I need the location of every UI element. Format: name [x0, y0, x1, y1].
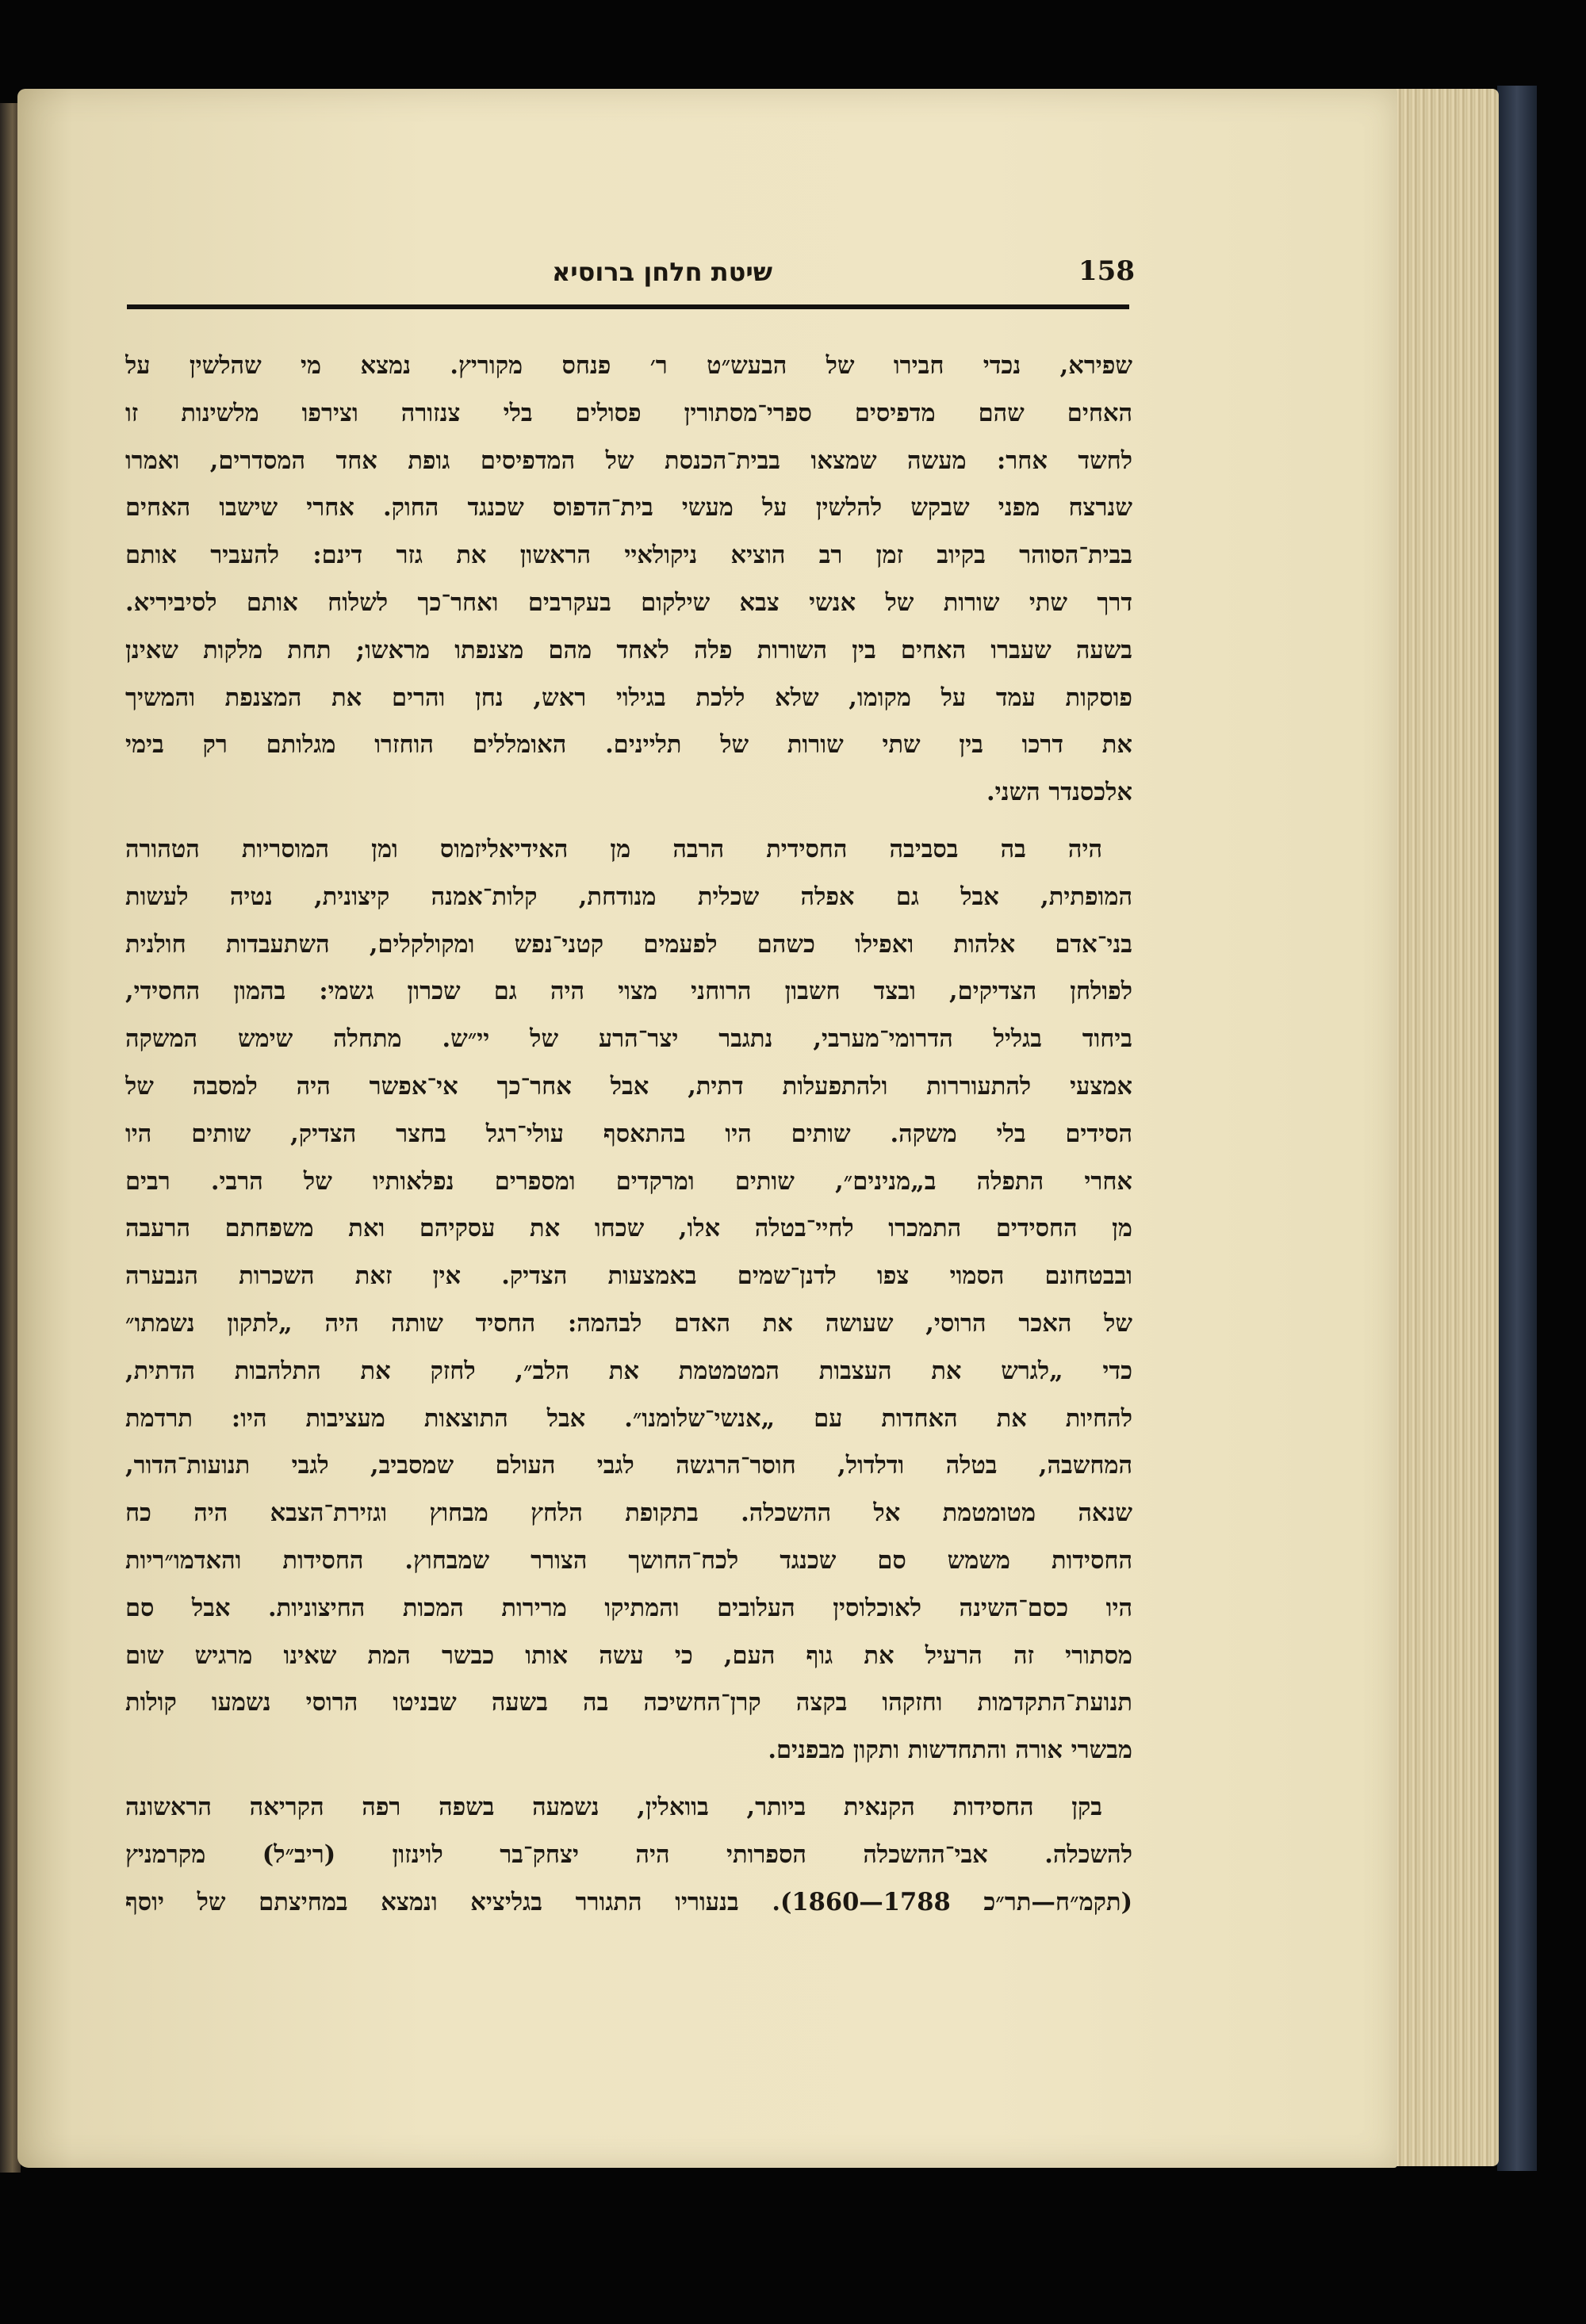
text-line: בני־אדם אלהות ואפילו כשהם לפעמים קטני־נפש ומקולקלים, השתעבדות חולנית: [125, 929, 1132, 959]
text-line: בשעה שעברו האחים בין השורות פלה לאחד מהם מצנפתו מראשו; תחת מלקות שאינן: [125, 635, 1132, 664]
text-line: לפולחן הצדיקים, ובצד חשבון הרוחני מצוי היה גם שכרון גשמי: בהמון החסידי,: [125, 977, 1132, 1006]
text-line: בקן החסידות הקנאית ביותר, בוואלין, נשמעה בשפה רפה הקריאה הראשונה: [125, 1792, 1102, 1821]
text-line: את דרכו בין שתי שורות של תליינים. האומללים הוחזרו מגלותם רק בימי: [125, 730, 1132, 760]
text-line: פוסקות עמד על מקומו, שלא ללכת בגילוי ראש, נחן והרים את המצנפת והמשיך: [125, 683, 1132, 712]
paragraph-gap: [125, 817, 1132, 826]
text-line: בבית־הסוהר בקיוב זמן רב הוציא ניקולאיי הראשון את גזר דינם: להעביר אותם: [125, 541, 1132, 570]
text-line: מבשרי אורה והתחדשות ותקון מבפנים.: [768, 1736, 1132, 1765]
paragraph-2: [125, 826, 1132, 1775]
text-line: ובבטחונם הסמוי צפו לדנן־שמים באמצעות הצדיק. אין זאת השכרות הנבערה: [125, 1262, 1132, 1291]
text-line: תנועת־התקדמות וחזקהו בקצה קרן־החשיכה בה בשעה שבניטו הרוסי נשמעו קולות: [125, 1688, 1132, 1717]
text-line: כדי „לגרש את העצבות המטמטמת את הלב״, לחזק את התלהבות הדתית,: [125, 1356, 1132, 1385]
text-line: של האכר הרוסי, שעושה את האדם לבהמה: החסיד שותה היה „לתקון נשמתו״: [125, 1308, 1132, 1338]
paragraph-3: [125, 1784, 1132, 1926]
text-line: מסתורי זה הרעיל את גוף העם, כי עשה אותו כבשר המת שאינו מרגיש שום: [125, 1641, 1132, 1670]
book-cover-right: [1497, 86, 1537, 2171]
text-line: דרך שתי שורות של אנשי צבא שילקום בעקרבים ואחר־כך לשלוח אותם לסיביריא.: [125, 588, 1132, 617]
text-line: אחרי התפלה ב„מנינים״, שותים ומרקדים ומספרים נפלאותיו של הרבי. רבים: [125, 1166, 1132, 1196]
paragraph-1: [125, 343, 1132, 817]
text-line: מן החסידים התמכרו לחיי־בטלה אלו, שכחו את עסקיהם ואת משפחתם הרעבה: [125, 1214, 1132, 1243]
body-text: [125, 343, 1132, 1926]
text-line: (תקמ״ח—תר״כ 1788—1860). בנעוריו התגורר בגליציא ונמצא במחיצתם של יוסף: [125, 1887, 1132, 1916]
text-line: שנאה מטומטמת אל ההשכלה. בתקופת הלחץ מבחוץ וגזירת־הצבא היה כח: [125, 1499, 1132, 1528]
text-line: שנרצח מפני שבקש להלשין על מעשי בית־הדפוס שכנגד החוק. אחרי שישבו האחים: [125, 493, 1132, 523]
text-line: ביחוד בגליל הדרומי־מערבי, נתגבר יצר־הרע של יי״ש. מתחלה שימש המשקה: [125, 1024, 1132, 1054]
text-line: היה בה בסביבה החסידית הרבה מן האידיאליזמוס ומן המוסריות הטהורה: [125, 834, 1102, 863]
text-line: להשכלה. אבי־ההשכלה הספרותי היה יצחק־בר לוינזון (ריב״ל) מקרמניץ: [125, 1840, 1132, 1869]
text-line: לחשד אחר: מעשה שמצאו בבית־הכנסת של המדפיסים גופת אחד המסדרים, ואמרו: [125, 446, 1132, 475]
page-number: 158: [1078, 255, 1135, 287]
paragraph-gap: [125, 1775, 1132, 1784]
text-line: היו כסם־השינה לאוכלוסין העלובים והמתיקו מרירות המכות החיצוניות. אבל סם: [125, 1593, 1132, 1622]
text-line: הסידים בלי משקה. שותים היו בהתאסף עולי־רגל בחצר הצדיק, שותים היו: [125, 1119, 1132, 1148]
text-line: האחים שהם מדפיסים ספרי־מסתורין פסולים בלי צנזורה וצירפו מלשינות זו: [125, 398, 1132, 427]
text-line: המחשבה, בטלה ודלדול, חוסר־הרגשה לגבי העולם שמסביב, לגבי תנועות־הדור,: [125, 1451, 1132, 1480]
text-line: המופתית, אבל גם אפלה שכלית מנודחת, קלות־אמנה קיצונית, נטיה לעשות: [125, 882, 1132, 911]
text-line: שפירא, נכדי חבירו של הבעש״ט ר׳ פנחס מקוריץ. נמצא מי שהלשין על: [125, 351, 1132, 380]
running-head: שיטת חלחן ברוסיא: [551, 257, 773, 287]
text-line: אמצעי להתעוררות ולהתפעלות דתית, אבל אחר־כך אי־אפשר היה למסבה של: [125, 1071, 1132, 1101]
text-line: אלכסנדר השני.: [986, 778, 1132, 807]
text-line: להחיות את האחדות עם „אנשי־שלומנו״. אבל התוצאות מעציבות היו: תרדמת: [125, 1403, 1132, 1433]
page-edges: [1380, 89, 1499, 2166]
text-line: החסידות משמש סם שכנגד לכח־החושך הצורר שמבחוץ. החסידות והאדמו״ריות: [125, 1545, 1132, 1575]
header-rule: [127, 304, 1129, 309]
